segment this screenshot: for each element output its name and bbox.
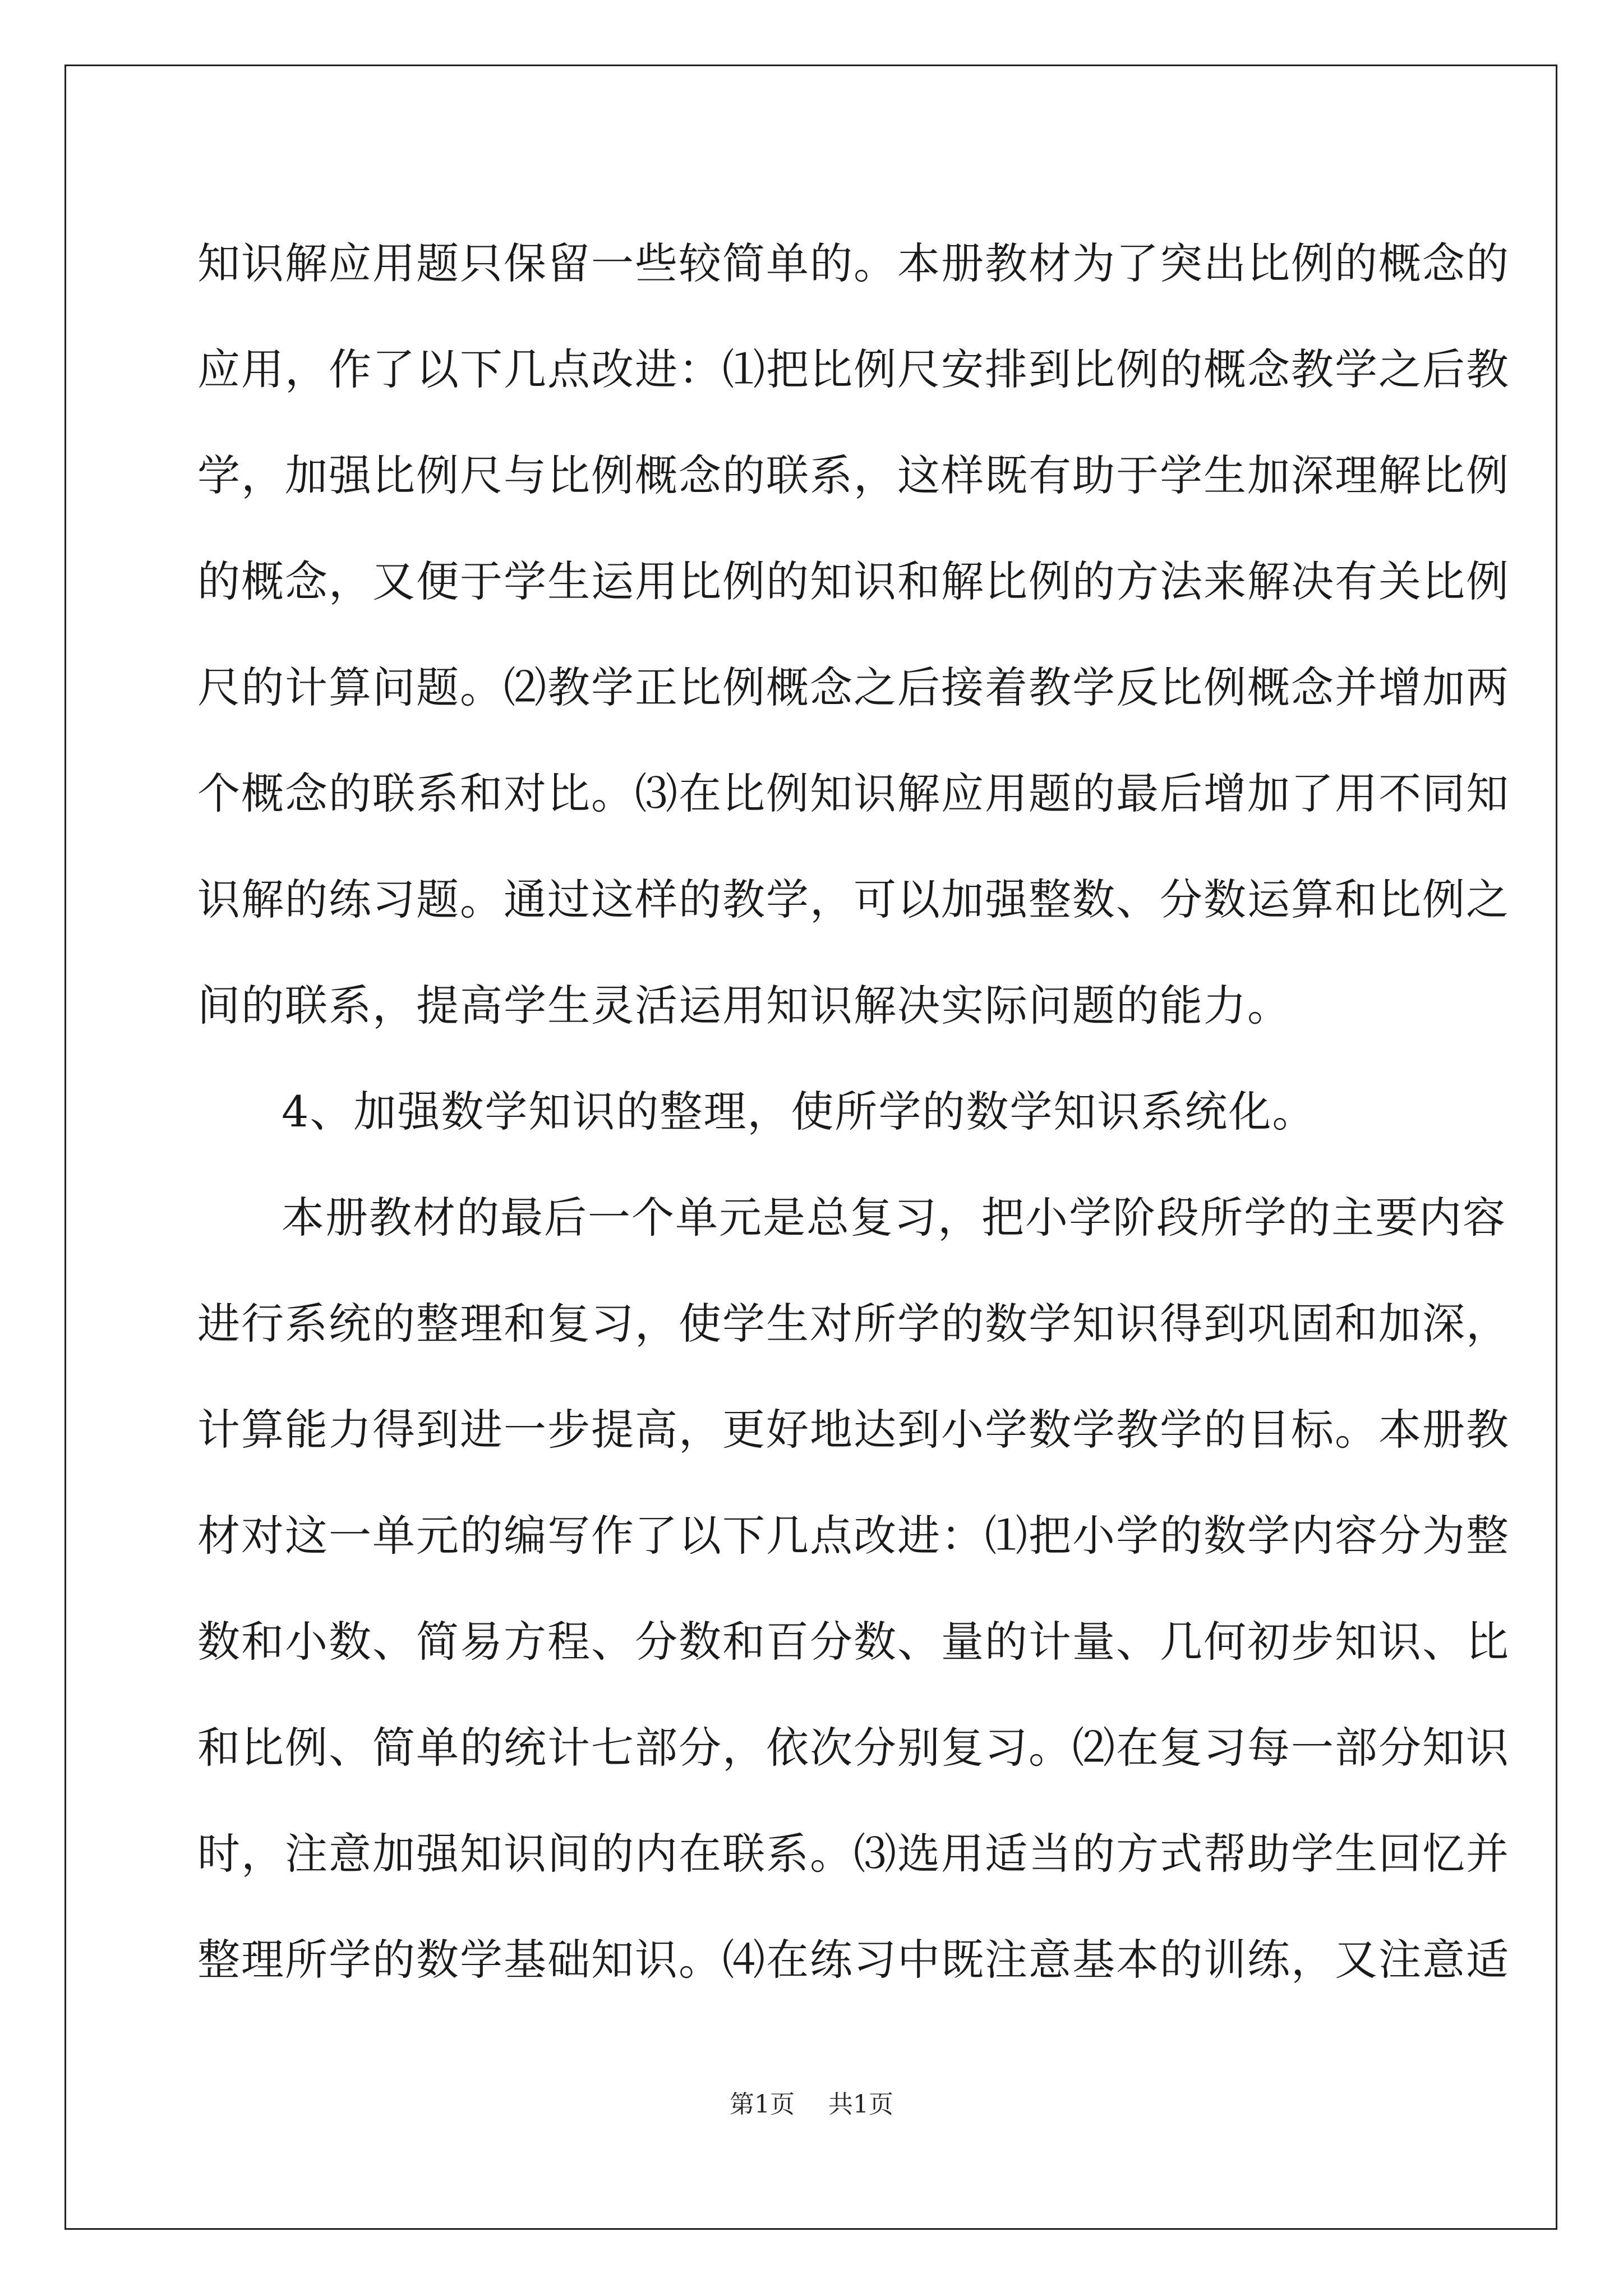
page-footer: [0, 2088, 1623, 2122]
text-line-1: 知识解应用题只保留一些较简单的。本册教材为了突出比例的概念的: [197, 238, 1510, 288]
text-line-14: 数和小数、简易方程、分数和百分数、量的计量、几何初步知识、比: [197, 1617, 1510, 1667]
text-line-5: 尺的计算问题。⑵教学正比例概念之后接着教学反比例概念并增加两: [197, 662, 1510, 712]
document-body: [197, 210, 1510, 2013]
text-line-8: 间的联系，提高学生灵活运用知识解决实际问题的能力。: [197, 981, 1291, 1030]
text-line-6: 个概念的联系和对比。⑶在比例知识解应用题的最后增加了用不同知: [197, 769, 1510, 818]
text-line-12: 计算能力得到进一步提高，更好地达到小学数学教学的目标。本册教: [197, 1405, 1510, 1455]
section-heading-4: 4、加强数学知识的整理，使所学的数学知识系统化。: [282, 1087, 1316, 1137]
text-line-11: 进行系统的整理和复习，使学生对所学的数学知识得到巩固和加深，: [197, 1299, 1510, 1349]
text-line-13: 材对这一单元的编写作了以下几点改进：⑴把小学的数学内容分为整: [197, 1511, 1510, 1561]
text-line-16: 时，注意加强知识间的内在联系。⑶选用适当的方式帮助学生回忆并: [197, 1829, 1510, 1879]
text-line-7: 识解的练习题。通过这样的教学，可以加强整数、分数运算和比例之: [197, 875, 1510, 924]
text-line-2: 应用，作了以下几点改进：⑴把比例尺安排到比例的概念教学之后教: [197, 344, 1510, 394]
paragraph-start: 本册教材的最后一个单元是总复习，把小学阶段所学的主要内容: [282, 1193, 1506, 1243]
text-line-4: 的概念，又便于学生运用比例的知识和解比例的方法来解决有关比例: [197, 556, 1510, 606]
text-line-17: 整理所学的数学基础知识。⑷在练习中既注意基本的训练，又注意适: [197, 1935, 1510, 1985]
page-total: 共1页: [828, 2090, 893, 2119]
text-line-3: 学，加强比例尺与比例概念的联系，这样既有助于学生加深理解比例: [197, 450, 1510, 500]
page-number: 第1页: [730, 2090, 795, 2119]
text-line-15: 和比例、简单的统计七部分，依次分别复习。⑵在复习每一部分知识: [197, 1723, 1510, 1773]
